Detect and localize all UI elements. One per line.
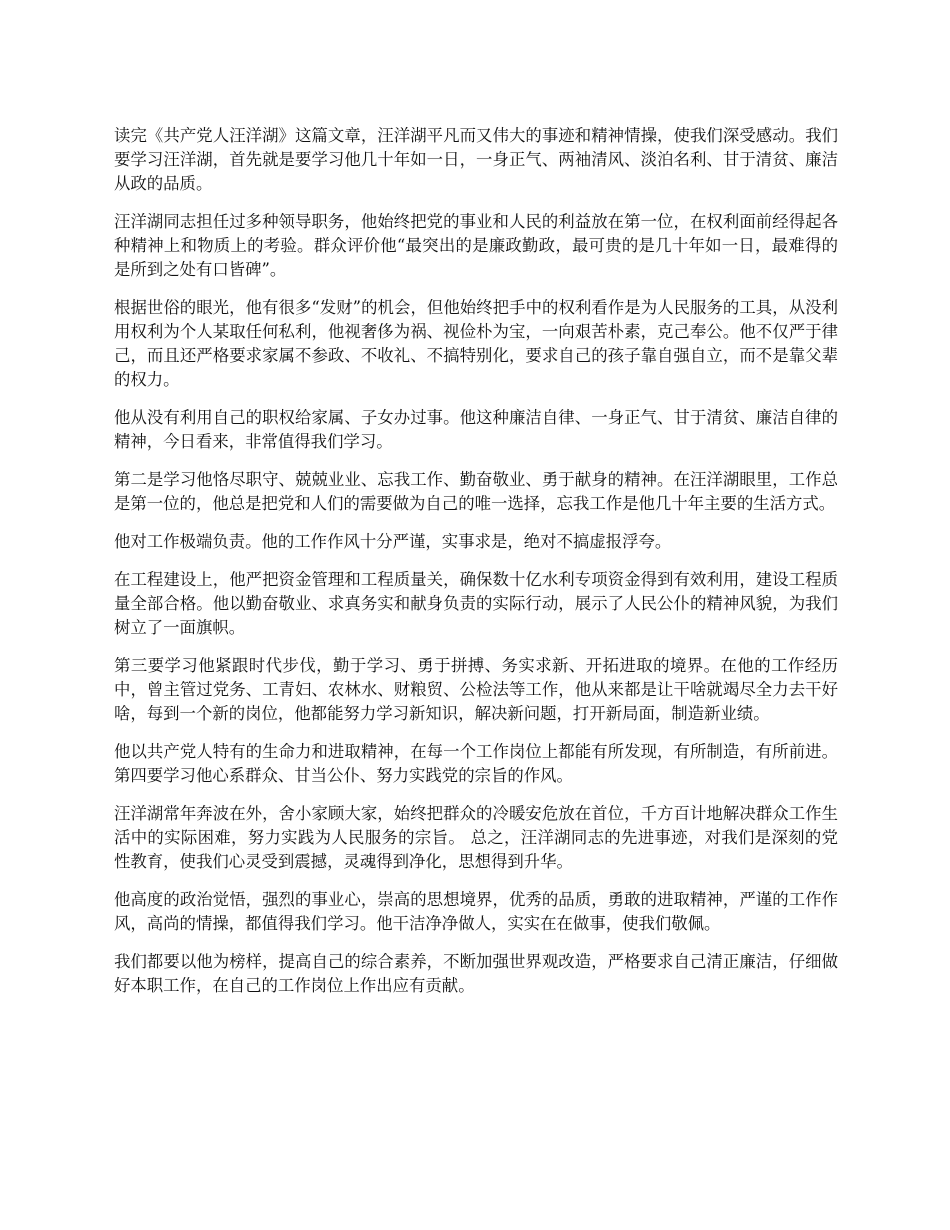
paragraph-1: 读完《共产党人汪洋湖》这篇文章，汪洋湖平凡而又伟大的事迹和精神情操，使我们深受感动。我们要学习汪洋湖，首先就是要学习他几十年如一日，一身正气、两袖清风、淡泊名利、甘于清贫、廉洁从政的品质。 — [114, 126, 838, 193]
paragraph-4: 他从没有利用自己的职权给家属、子女办过事。他这种廉洁自律、一身正气、甘于清贫、廉洁自律的精神，今日看来，非常值得我们学习。 — [114, 408, 838, 451]
paragraph-5: 第二是学习他恪尽职守、兢兢业业、忘我工作、勤奋敬业、勇于献身的精神。在汪洋湖眼里，工作总是第一位的，他总是把党和人们的需要做为自己的唯一选择，忘我工作是他几十年主要的生活方式。 — [114, 470, 838, 513]
paragraph-12: 我们都要以他为榜样，提高自己的综合素养，不断加强世界观改造，严格要求自己清正廉洁，仔细做好本职工作，在自己的工作岗位上作出应有贡献。 — [114, 952, 838, 995]
paragraph-6: 他对工作极端负责。他的工作作风十分严谨，实事求是，绝对不搞虚报浮夸。 — [114, 532, 672, 551]
paragraph-11: 他高度的政治觉悟，强烈的事业心，崇高的思想境界，优秀的品质，勇敢的进取精神，严谨的工作作风，高尚的情操，都值得我们学习。他干洁净净做人，实实在在做事，使我们敬佩。 — [114, 890, 838, 933]
paragraph-7: 在工程建设上，他严把资金管理和工程质量关，确保数十亿水利专项资金得到有效利用，建设工程质量全部合格。他以勤奋敬业、求真务实和献身负责的实际行动，展示了人民公仆的精神风貌，为我们树立了一面旗帜。 — [114, 570, 838, 637]
paragraph-10: 汪洋湖常年奔波在外，舍小家顾大家，始终把群众的冷暖安危放在首位，千方百计地解决群众工作生活中的实际困难，努力实践为人民服务的宗旨。 总之，汪洋湖同志的先进事迹，对我们是深刻的党性教育，使我们心灵受到震撼，灵魂得到净化，思想得到升华。 — [114, 804, 838, 871]
paragraph-3: 根据世俗的眼光，他有很多“发财”的机会，但他始终把手中的权利看作是为人民服务的工具，从没利用权利为个人某取任何私利，他视奢侈为祸、视俭朴为宝，一向艰苦朴素，克己奉公。他不仅严于律己，而且还严格要求家属不参政、不收礼、不搞特别化，要求自己的孩子靠自强自立，而不是靠父辈的权力。 — [114, 298, 838, 389]
paragraph-8: 第三要学习他紧跟时代步伐，勤于学习、勇于拼搏、务实求新、开拓进取的境界。在他的工作经历中，曾主管过党务、工青妇、农林水、财粮贸、公检法等工作，他从来都是让干啥就竭尽全力去干好啥，每到一个新的岗位，他都能努力学习新知识，解决新问题，打开新局面，制造新业绩。 — [114, 656, 838, 723]
paragraph-2: 汪洋湖同志担任过多种领导职务，他始终把党的事业和人民的利益放在第一位，在权利面前经得起各种精神上和物质上的考验。群众评价他“最突出的是廉政勤政，最可贵的是几十年如一日，最难得的是所到之处有口皆碑”。 — [114, 212, 838, 279]
paragraph-9: 他以共产党人特有的生命力和进取精神，在每一个工作岗位上都能有所发现，有所制造，有所前进。 第四要学习他心系群众、甘当公仆、努力实践党的宗旨的作风。 — [114, 742, 838, 785]
